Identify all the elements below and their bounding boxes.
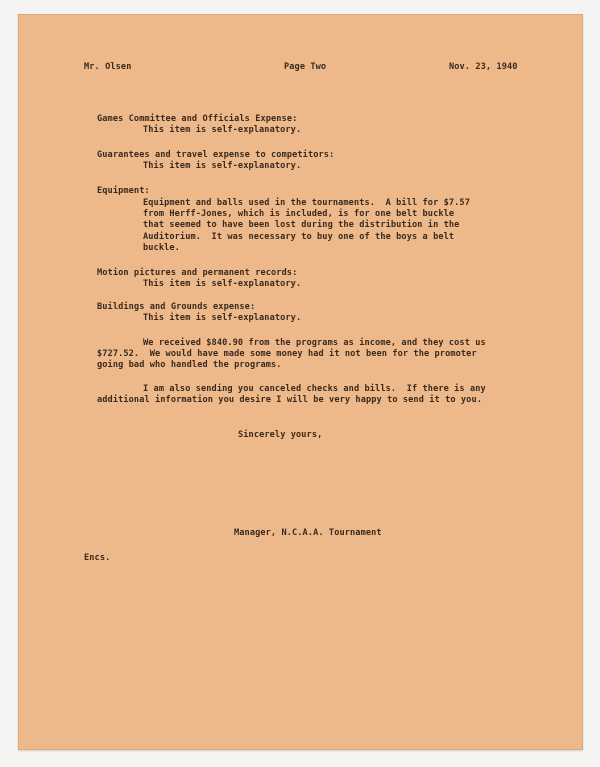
- section-heading: Equipment:: [97, 186, 150, 196]
- section-heading: Games Committee and Officials Expense:: [97, 114, 298, 124]
- section-heading: Guarantees and travel expense to competitors:: [97, 150, 335, 160]
- letter-page: [18, 14, 583, 750]
- section-heading: Motion pictures and permanent records:: [97, 268, 298, 278]
- paragraph-line: $727.52. We would have made some money had it not been for the promoter: [97, 349, 477, 359]
- enclosure-note: Encs.: [84, 553, 111, 563]
- closing: Sincerely yours,: [238, 430, 323, 440]
- header-recipient: Mr. Olsen: [84, 62, 132, 72]
- section-line: Auditorium. It was necessary to buy one of the boys a belt: [143, 232, 455, 242]
- header-page-number: Page Two: [284, 62, 327, 72]
- section-line: This item is self-explanatory.: [143, 279, 302, 289]
- section-heading: Buildings and Grounds expense:: [97, 302, 256, 312]
- section-line: from Herff-Jones, which is included, is for one belt buckle: [143, 209, 455, 219]
- section-line: This item is self-explanatory.: [143, 313, 302, 323]
- paragraph-line: I am also sending you canceled checks and bills. If there is any: [143, 384, 486, 394]
- section-line: Equipment and balls used in the tournaments. A bill for $7.57: [143, 198, 470, 208]
- section-line: buckle.: [143, 243, 180, 253]
- header-date: Nov. 23, 1940: [449, 62, 518, 72]
- paragraph-line: going bad who handled the programs.: [97, 360, 282, 370]
- section-line: This item is self-explanatory.: [143, 125, 302, 135]
- section-line: This item is self-explanatory.: [143, 161, 302, 171]
- paragraph-line: We received $840.90 from the programs as income, and they cost us: [143, 338, 486, 348]
- section-line: that seemed to have been lost during the distribution in the: [143, 220, 460, 230]
- signature-title: Manager, N.C.A.A. Tournament: [234, 528, 382, 538]
- paragraph-line: additional information you desire I will be very happy to send it to you.: [97, 395, 482, 405]
